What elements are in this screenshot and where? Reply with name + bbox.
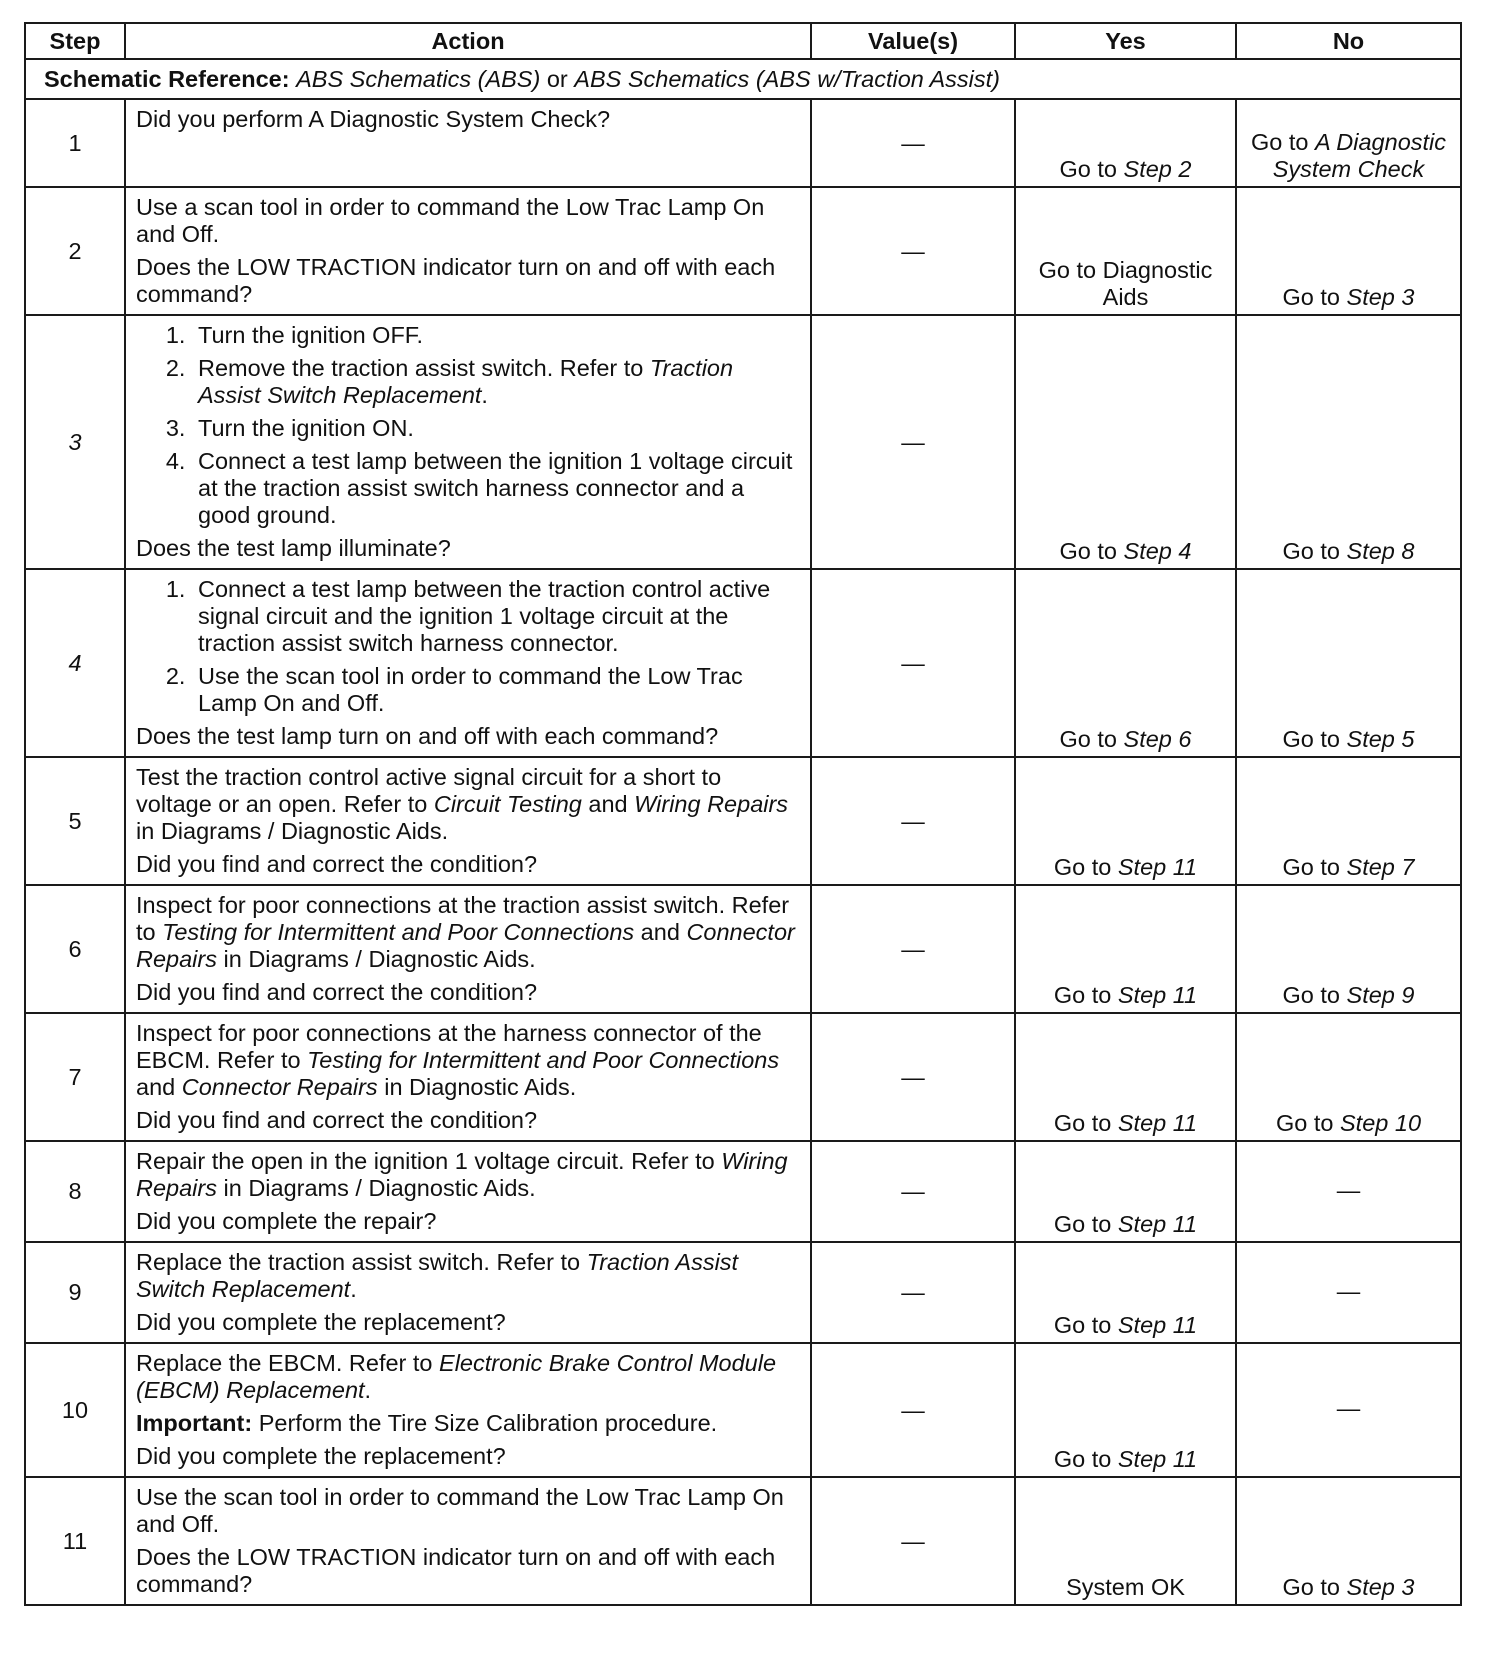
table-row: [25, 187, 1461, 315]
header-step: Step: [25, 23, 125, 59]
yes-prefix: Go to: [1059, 538, 1124, 564]
instruction-text: Inspect for poor connections at the harness connector of the EBCM. Refer to: [136, 1020, 762, 1073]
yes-cell: [1015, 1013, 1236, 1141]
substep: 2. Use the scan tool in order to command the Low Trac Lamp On and Off.: [192, 663, 800, 717]
table-row: [25, 99, 1461, 187]
important-note: [136, 1410, 800, 1437]
instruction-text: Test the traction control active signal circuit for a short to voltage or an open. Refer to: [136, 764, 722, 817]
no-cell: [1236, 1477, 1461, 1605]
action-cell: [125, 885, 811, 1013]
yes-cell: [1015, 315, 1236, 569]
no-link: Step 5: [1346, 726, 1415, 752]
value-cell: —: [811, 569, 1015, 757]
header-values: Value(s): [811, 23, 1015, 59]
no-link: Step 9: [1346, 982, 1415, 1008]
action-question: Does the LOW TRACTION indicator turn on and off with each command?: [136, 1544, 776, 1597]
yes-cell: [1015, 1343, 1236, 1477]
value-cell: —: [811, 315, 1015, 569]
schematic-ref-abs: ABS Schematics (ABS): [296, 65, 541, 92]
header-action: Action: [125, 23, 811, 59]
substep-text: Remove the traction assist switch. Refer to: [198, 355, 650, 381]
schematic-ref-abs-traction: ABS Schematics (ABS w/Traction Assist): [574, 65, 1001, 92]
step-number: 2: [25, 187, 125, 315]
no-cell: [1236, 315, 1461, 569]
action-cell: [125, 1477, 811, 1605]
no-link: A Diagnostic System Check: [1272, 129, 1447, 182]
important-label: Important:: [136, 1410, 253, 1436]
action-cell: [125, 1013, 811, 1141]
no-cell: —: [1236, 1343, 1461, 1477]
yes-cell: Go to Diagnostic Aids: [1015, 187, 1236, 315]
no-cell: [1236, 757, 1461, 885]
instruction-reference: Wiring Repairs: [136, 1148, 788, 1201]
no-link: Step 3: [1346, 1574, 1415, 1600]
step-number: 7: [25, 1013, 125, 1141]
action-cell: [125, 99, 811, 187]
table-row: [25, 1013, 1461, 1141]
action-question: Does the test lamp illuminate?: [136, 535, 451, 561]
substep-reference: Traction Assist Switch Replacement: [198, 355, 734, 408]
step-number: 11: [25, 1477, 125, 1605]
value-cell: —: [811, 885, 1015, 1013]
table-row: [25, 1141, 1461, 1242]
important-text: Perform the Tire Size Calibration procedure.: [252, 1410, 718, 1436]
step-number: 5: [25, 757, 125, 885]
instruction-text: .: [364, 1377, 372, 1403]
diagnostic-table: [24, 22, 1462, 1606]
yes-prefix: Go to: [1059, 156, 1124, 182]
action-cell: [125, 1242, 811, 1343]
yes-prefix: Go to: [1053, 982, 1118, 1008]
no-link: Step 8: [1346, 538, 1415, 564]
no-cell: [1236, 187, 1461, 315]
action-cell: [125, 757, 811, 885]
action-question: Does the LOW TRACTION indicator turn on and off with each command?: [136, 254, 776, 307]
instruction-text: in Diagrams / Diagnostic Aids.: [216, 1175, 536, 1201]
step-number: 1: [25, 99, 125, 187]
step-number: 6: [25, 885, 125, 1013]
schematic-reference: [25, 59, 1461, 99]
no-prefix: Go to: [1275, 1110, 1340, 1136]
action-question: Did you find and correct the condition?: [136, 979, 538, 1005]
action-instruction: Use a scan tool in order to command the Low Trac Lamp On and Off.: [136, 194, 765, 247]
no-prefix: Go to: [1282, 982, 1347, 1008]
no-link: Step 10: [1340, 1110, 1422, 1136]
no-cell: [1236, 1013, 1461, 1141]
action-instruction: [136, 892, 800, 973]
schematic-reference-row: [25, 59, 1461, 99]
action-question: Did you complete the replacement?: [136, 1309, 506, 1335]
table-row: [25, 1343, 1461, 1477]
yes-cell: [1015, 757, 1236, 885]
yes-link: Step 2: [1123, 156, 1192, 182]
yes-cell: [1015, 569, 1236, 757]
table-row: [25, 757, 1461, 885]
instruction-text: and: [136, 1074, 182, 1100]
yes-prefix: Go to: [1053, 854, 1118, 880]
action-cell: [125, 1141, 811, 1242]
no-cell: [1236, 885, 1461, 1013]
instruction-text: Inspect for poor connections at the traction assist switch. Refer to: [136, 892, 790, 945]
value-cell: —: [811, 757, 1015, 885]
yes-cell: System OK: [1015, 1477, 1236, 1605]
substep-end: .: [481, 382, 488, 408]
table-row: [25, 569, 1461, 757]
yes-link: Step 11: [1117, 1312, 1198, 1338]
no-prefix: Go to: [1282, 854, 1347, 880]
instruction-text: and: [581, 791, 635, 817]
instruction-reference: Circuit Testing: [433, 791, 582, 817]
header-row: [25, 23, 1461, 59]
action-instruction: [136, 1350, 800, 1404]
instruction-text: Replace the EBCM. Refer to: [136, 1350, 440, 1376]
no-link: Step 7: [1346, 854, 1415, 880]
action-cell: [125, 569, 811, 757]
action-cell: [125, 1343, 811, 1477]
value-cell: —: [811, 1477, 1015, 1605]
substep: 4. Connect a test lamp between the ignition 1 voltage circuit at the traction assist switch harness connector and a good ground.: [192, 448, 800, 529]
no-cell: [1236, 99, 1461, 187]
yes-cell: [1015, 99, 1236, 187]
value-cell: —: [811, 1141, 1015, 1242]
no-prefix: Go to: [1282, 1574, 1347, 1600]
action-question: Did you complete the replacement?: [136, 1443, 506, 1469]
no-cell: —: [1236, 1141, 1461, 1242]
no-prefix: Go to: [1250, 129, 1315, 155]
step-number: 8: [25, 1141, 125, 1242]
value-cell: —: [811, 1013, 1015, 1141]
no-prefix: Go to: [1282, 726, 1347, 752]
yes-prefix: Go to: [1053, 1110, 1118, 1136]
table-row: [25, 1477, 1461, 1605]
yes-cell: [1015, 885, 1236, 1013]
step-number: 4: [25, 569, 125, 757]
value-cell: —: [811, 1343, 1015, 1477]
action-instruction: [136, 764, 800, 845]
action-cell: [125, 187, 811, 315]
header-no: No: [1236, 23, 1461, 59]
action-cell: [125, 315, 811, 569]
action-instruction: [136, 1249, 800, 1303]
action-question: Does the test lamp turn on and off with each command?: [136, 723, 719, 749]
step-number: 10: [25, 1343, 125, 1477]
value-cell: —: [811, 187, 1015, 315]
table-row: [25, 885, 1461, 1013]
yes-link: Step 11: [1117, 1211, 1198, 1237]
instruction-text: .: [350, 1276, 357, 1302]
step-number: 9: [25, 1242, 125, 1343]
instruction-text: Repair the open in the ignition 1 voltage circuit. Refer to: [136, 1148, 722, 1174]
no-cell: [1236, 569, 1461, 757]
header-yes: Yes: [1015, 23, 1236, 59]
yes-prefix: Go to: [1053, 1211, 1118, 1237]
substep: 3. Turn the ignition ON.: [192, 415, 800, 442]
no-prefix: Go to: [1282, 538, 1347, 564]
yes-prefix: Go to: [1059, 726, 1124, 752]
schematic-label: Schematic Reference:: [44, 65, 290, 92]
instruction-reference: Electronic Brake Control Module (EBCM) Replacement: [136, 1350, 777, 1403]
instruction-text: Replace the traction assist switch. Refer to: [136, 1249, 587, 1275]
yes-prefix: Go to: [1053, 1312, 1118, 1338]
instruction-reference: Testing for Intermittent and Poor Connections: [162, 919, 635, 945]
action-instruction: [136, 1148, 800, 1202]
table-row: [25, 315, 1461, 569]
instruction-text: in Diagnostic Aids.: [377, 1074, 577, 1100]
action-instruction: [136, 1020, 800, 1101]
action-question: Did you find and correct the condition?: [136, 1107, 538, 1133]
step-number: 3: [25, 315, 125, 569]
instruction-text: in Diagrams / Diagnostic Aids.: [136, 818, 449, 844]
table-row: [25, 1242, 1461, 1343]
yes-prefix: Go to: [1053, 1446, 1118, 1472]
instruction-text: and: [634, 919, 687, 945]
instruction-reference: Connector Repairs: [181, 1074, 378, 1100]
yes-link: Step 11: [1117, 1110, 1198, 1136]
substep-list: [136, 576, 800, 717]
action-question: Did you complete the repair?: [136, 1208, 437, 1234]
instruction-reference: Connector Repairs: [136, 919, 795, 972]
yes-cell: [1015, 1141, 1236, 1242]
instruction-reference: Testing for Intermittent and Poor Connections: [307, 1047, 780, 1073]
instruction-text: in Diagrams / Diagnostic Aids.: [216, 946, 536, 972]
substep: 1. Connect a test lamp between the traction control active signal circuit and the ignition 1 voltage circuit at the traction assist switch harness connector.: [192, 576, 800, 657]
value-cell: —: [811, 99, 1015, 187]
instruction-reference: Traction Assist Switch Replacement: [136, 1249, 739, 1302]
action-instruction: Use the scan tool in order to command the Low Trac Lamp On and Off.: [136, 1484, 784, 1537]
no-cell: —: [1236, 1242, 1461, 1343]
yes-link: Step 4: [1123, 538, 1192, 564]
substep: [192, 355, 800, 409]
yes-link: Step 11: [1117, 854, 1198, 880]
action-question: Did you find and correct the condition?: [136, 851, 538, 877]
action-question: Did you perform A Diagnostic System Check?: [136, 106, 611, 132]
value-cell: —: [811, 1242, 1015, 1343]
yes-link: Step 6: [1123, 726, 1192, 752]
instruction-reference: Wiring Repairs: [634, 791, 789, 817]
yes-cell: [1015, 1242, 1236, 1343]
yes-link: Step 11: [1117, 982, 1198, 1008]
no-link: Step 3: [1346, 284, 1415, 310]
substep-list: [136, 322, 800, 529]
yes-link: Step 11: [1117, 1446, 1198, 1472]
schematic-or: or: [540, 65, 575, 92]
substep: 1. Turn the ignition OFF.: [192, 322, 800, 349]
no-prefix: Go to: [1282, 284, 1347, 310]
